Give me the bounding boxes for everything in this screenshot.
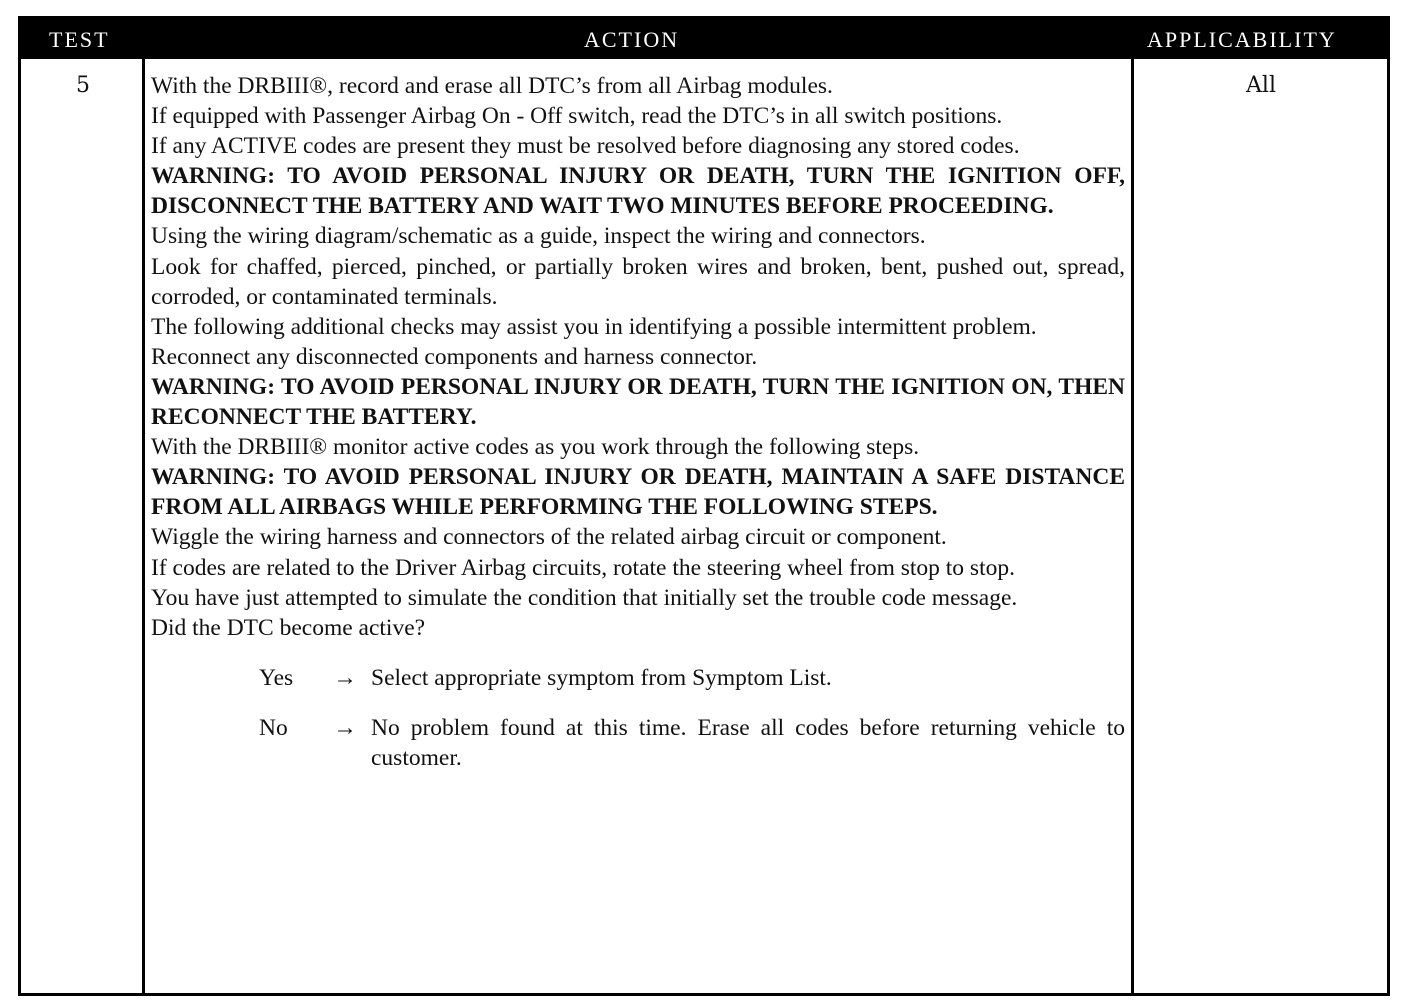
answer-text: No problem found at this time. Erase all codes before returning vehicle to customer. — [371, 714, 1125, 771]
action-cell — [151, 71, 1125, 793]
answer-text: Select appropriate symptom from Symptom List. — [371, 664, 832, 691]
action-paragraph: Using the wiring diagram/schematic as a guide, inspect the wiring and connectors. — [151, 223, 926, 250]
action-paragraph: With the DRBIII®, record and erase all DTC’s from all Airbag modules. — [151, 73, 833, 99]
table-header — [21, 19, 1387, 59]
applicability-value: All — [1246, 73, 1276, 98]
answer-row — [151, 663, 1125, 693]
action-paragraph: Reconnect any disconnected components and harness connector. — [151, 343, 758, 370]
action-paragraph: If any ACTIVE codes are present they must be resolved before diagnosing any stored codes. — [151, 133, 1020, 160]
action-paragraphs — [151, 71, 1125, 643]
warning-paragraph: WARNING: TO AVOID PERSONAL INJURY OR DEATH, TURN THE IGNITION ON, THEN RECONNECT THE BATTERY. — [151, 373, 1125, 431]
action-paragraph: If equipped with Passenger Airbag On - Off switch, read the DTC’s in all switch positions. — [151, 103, 1003, 130]
answer-row — [151, 713, 1125, 773]
action-paragraph: With the DRBIII® monitor active codes as you work through the following steps. — [151, 434, 920, 461]
header-action: ACTION — [584, 27, 680, 52]
arrow-icon: → — [333, 714, 357, 741]
action-paragraph: Look for chaffed, pierced, pinched, or partially broken wires and broken, bent, pushed out, spread, corroded, or contaminated terminals. — [151, 253, 1125, 310]
warning-paragraph: WARNING: TO AVOID PERSONAL INJURY OR DEATH, MAINTAIN A SAFE DISTANCE FROM ALL AIRBAGS WHILE PERFORMING THE FOLLOWING STEPS. — [151, 464, 1125, 521]
warning-paragraph: WARNING: TO AVOID PERSONAL INJURY OR DEATH, TURN THE IGNITION OFF, DISCONNECT THE BATTERY AND WAIT TWO MINUTES BEFORE PROCEEDING. — [151, 163, 1125, 220]
header-test: TEST — [49, 27, 110, 52]
answer-label: Yes — [259, 664, 294, 691]
diagnostic-table — [18, 16, 1390, 996]
column-divider-right — [1131, 59, 1134, 993]
action-paragraph: The following additional checks may assist you in identifying a possible intermittent problem. — [151, 313, 1037, 340]
answer-label: No — [259, 714, 288, 741]
column-divider-left — [142, 59, 145, 993]
action-paragraph: If codes are related to the Driver Airbag circuits, rotate the steering wheel from stop to stop. — [151, 554, 1015, 581]
action-paragraph: Wiggle the wiring harness and connectors of the related airbag circuit or component. — [151, 524, 947, 551]
header-applicability: APPLICABILITY — [1147, 27, 1337, 52]
action-paragraph: Did the DTC become active? — [151, 614, 426, 641]
action-paragraph: You have just attempted to simulate the condition that initially set the trouble code message. — [151, 584, 1018, 611]
answer-list — [151, 663, 1125, 773]
arrow-icon: → — [333, 664, 357, 691]
test-number: 5 — [76, 73, 90, 98]
